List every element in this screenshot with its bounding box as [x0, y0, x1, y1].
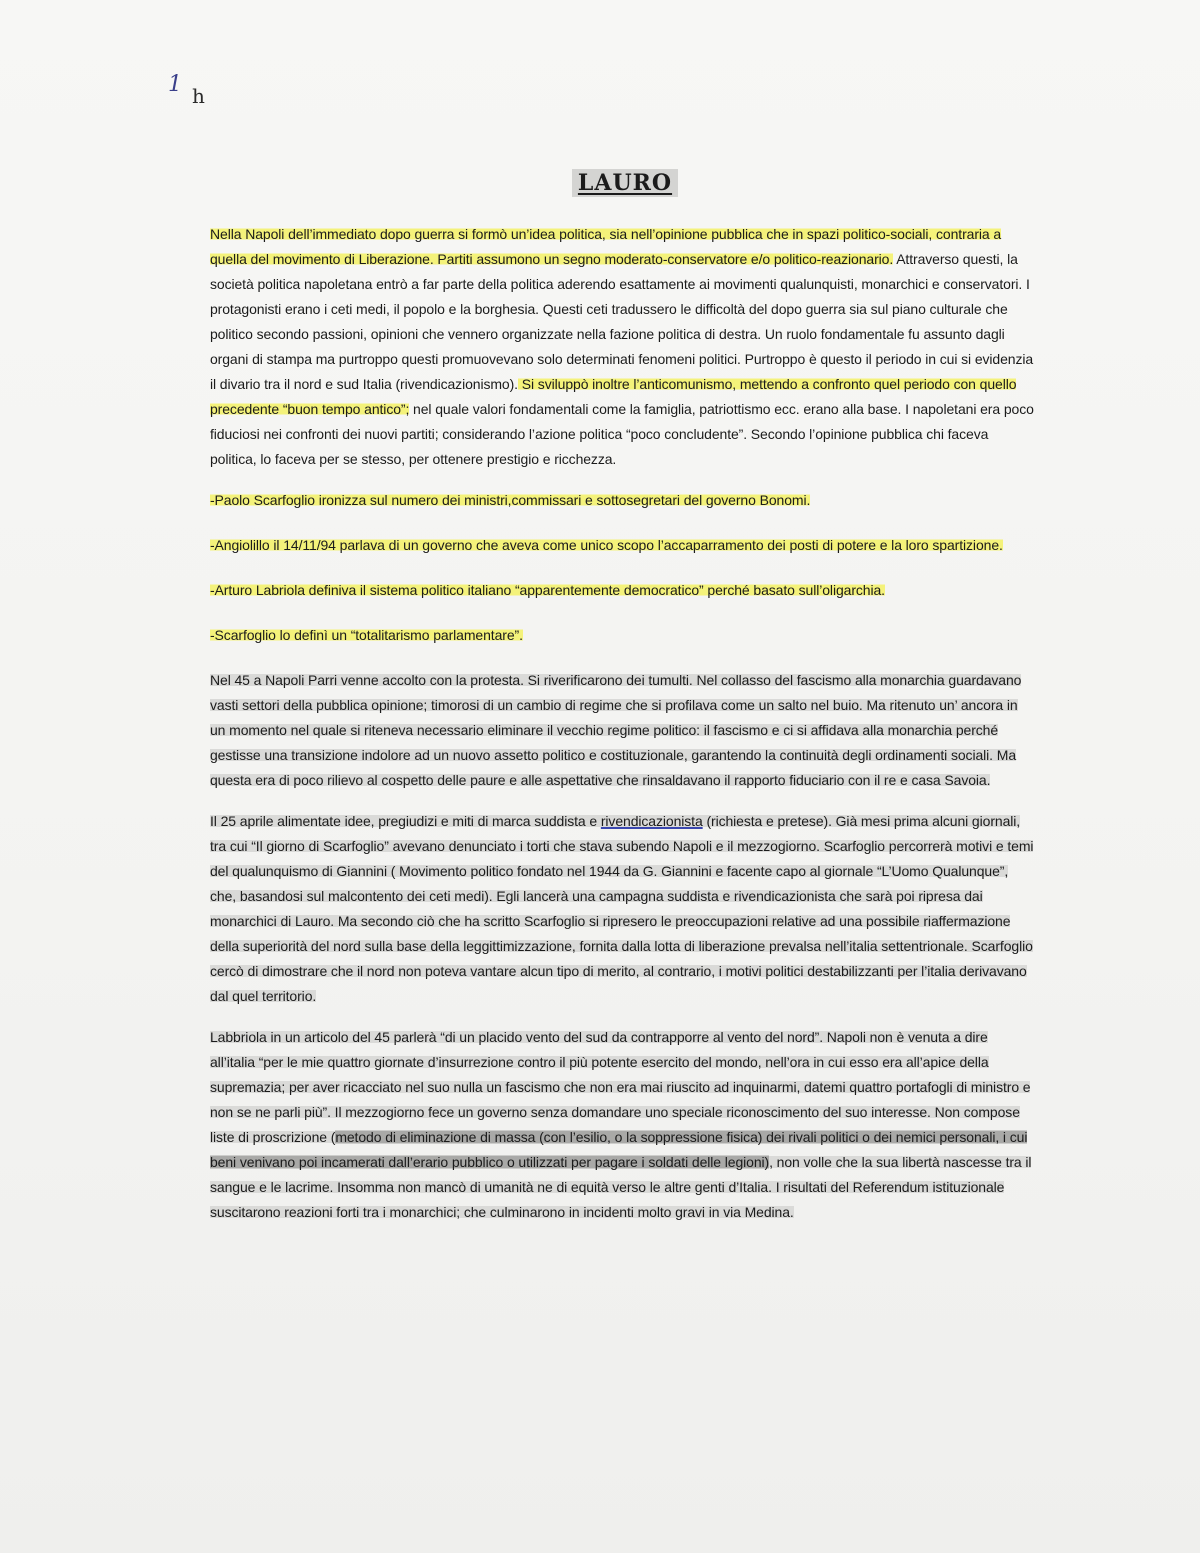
- shaded-text: , non volle che la sua libertà nascesse tra il sangue e le lacrime. Insomma non mancò di umanità ne di equità verso le altre genti d’Italia. I risultati del Referendum istituzionale suscitarono reazioni forti tra i monarchici; che culminarono in incidenti molto gravi in via Medina.: [210, 1154, 1032, 1220]
- list-item: [210, 533, 1035, 558]
- paragraph-3: [210, 809, 1035, 1009]
- shaded-text: (richiesta e pretese). Già mesi prima alcuni giornali, tra cui “Il giorno di Scarfoglio” avevano denunciato i torti che stava subendo Napoli e il mezzogiorno. Scarfoglio percorrerà motivi e temi del qualunquismo di Giannini ( Movimento politico fondato nel 1944 da G. Giannini e facente capo al giornale “L’Uomo Qualunque”, che, basandosi sul malcontento dei ceti medi). Egli lancerà una campagna suddista e rivendicazionista che sarà poi ripresa dai monarchici di Lauro. Ma secondo ciò che ha scritto Scarfoglio si ripresero le preoccupazioni relative ad una possibile riaffermazione della superiorità del nord sulla base della leggittimizzazione, fornita dalla lotta di liberazione prevalsa nell’italia settentrionale. Scarfoglio cercò di dimostrare che il nord non poteva vantare alcun tipo di merito, al contrario, i motivi politici destabilizzanti per l’italia derivavano dal quel territorio.: [210, 813, 1034, 1004]
- highlighted-text: -Arturo Labriola definiva il sistema politico italiano “apparentemente democratico” perché basato sull’oligarchia.: [210, 582, 885, 598]
- shaded-text: Il 25 aprile alimentate idee, pregiudizi e miti di marca suddista e: [210, 813, 601, 829]
- shaded-text: Nel 45 a Napoli Parri venne accolto con la protesta. Si riverificarono dei tumulti. Nel collasso del fascismo alla monarchia guardavano vasti settori della pubblica opinione; timorosi di un cambio di regime che si profilava come un salto nel buio. Ma ritenuto un’ ancora in un momento nel quale si riteneva necessario eliminare il vecchio regime politico: il fascismo e ci si affidava alla monarchia perché gestisse una transizione indolore ad un nuovo assetto politico e costituzionale, garantendo la continuità degli ordinamenti sociali. Ma questa era di poco rilievo al cospetto delle paure e alle aspettative che rinsaldavano il rapporto fiduciario con il re e casa Savoia.: [210, 672, 1022, 788]
- dark-highlighted-text: metodo di eliminazione di massa (con l’esilio, o la soppressione fisica) dei rivali politici o dei nemici personali, i cui beni venivano poi incamerati dall’erario pubblico o utilizzati per pagare i soldati delle legioni): [210, 1129, 1028, 1170]
- highlighted-text: -Scarfoglio lo definì un “totalitarismo parlamentare”.: [210, 627, 523, 643]
- title-text: LAURO: [572, 169, 678, 197]
- highlighted-text: Nella Napoli dell’immediato dopo guerra si formò un’idea politica, sia nell’opinione pubblica che in spazi politico-sociali, contraria a quella del movimento di Liberazione. Partiti assumono un segno moderato-conservatore e/o politico-reazionario.: [210, 226, 1002, 267]
- paragraph-4: [210, 1025, 1035, 1225]
- highlighted-text: -Angiolillo il 14/11/94 parlava di un governo che aveva come unico scopo l’accaparramento dei posti di potere e la loro spartizione.: [210, 537, 1003, 553]
- list-item: [210, 488, 1035, 513]
- handwritten-mark: h: [192, 84, 205, 108]
- list-item: [210, 578, 1035, 603]
- paragraph-2: [210, 668, 1035, 793]
- underlined-term: rivendicazionista: [600, 813, 703, 829]
- paragraph-1: [210, 222, 1035, 472]
- document-body: [210, 222, 1035, 1241]
- document-title: [0, 170, 1200, 196]
- paragraph-text: nel quale valori fondamentali come la famiglia, patriottismo ecc. erano alla base. I napoletani era poco fiduciosi nei confronti dei nuovi partiti; considerando l’azione politica “poco concludente”. Secondo l’opinione pubblica chi faceva politica, lo faceva per se stesso, per ottenere prestigio e ricchezza.: [210, 401, 1034, 467]
- handwritten-page-number: 1: [168, 72, 182, 97]
- shaded-text: Labbriola in un articolo del 45 parlerà “di un placido vento del sud da contrapporre al vento del nord”. Napoli non è venuta a dire all’italia “per le mie quattro giornate d’insurrezione contro il più potente esercito del mondo, nell’ora in cui esso era all’apice della supremazia; per aver ricacciato nel suo nulla un fascismo che non era mai riuscito ad inquinarmi, datemi quattro portafogli di ministro e non se ne parli più”. Il mezzogiorno fece un governo senza domandare uno speciale riconoscimento del suo interesse. Non compose liste di proscrizione (: [210, 1029, 1031, 1145]
- list-item: [210, 623, 1035, 648]
- highlighted-text: Si sviluppò inoltre l’anticomunismo, mettendo a confronto quel periodo con quello precedente “buon tempo antico”;: [210, 376, 1017, 417]
- paragraph-text: Attraverso questi, la società politica napoletana entrò a far parte della politica aderendo esattamente ai movimenti qualunquisti, monarchici e conservatori. I protagonisti erano i ceti medi, il popolo e la borghesia. Questi ceti tradussero le difficoltà del dopo guerra sia sul piano culturale che politico secondo passioni, opinioni che vennero organizzate nella fazione politica di destra. Un ruolo fondamentale fu assunto dagli organi di stampa ma purtroppo questi promuovevano solo determinati fenomeni politici. Purtroppo è questo il periodo in cui si evidenzia il divario tra il nord e sud Italia (rivendicazionismo).: [210, 251, 1034, 392]
- highlighted-text: -Paolo Scarfoglio ironizza sul numero dei ministri,commissari e sottosegretari del governo Bonomi.: [210, 492, 811, 508]
